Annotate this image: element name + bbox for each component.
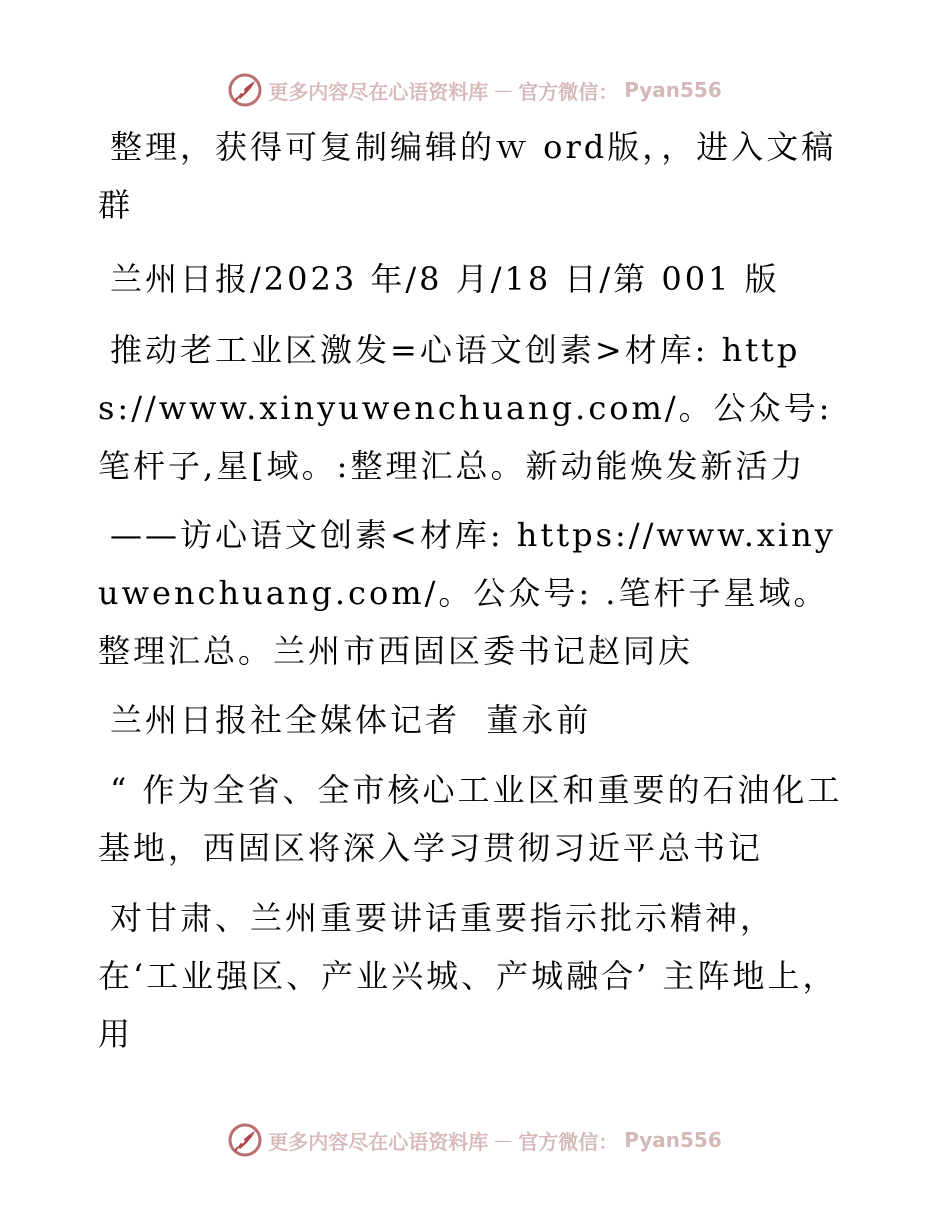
paragraph-byline: 兰州日报社全媒体记者 董永前 — [110, 701, 592, 739]
paragraph-source: 兰州日报/2023 年/8 月/18 日/第 001 版 — [110, 260, 780, 298]
footer-watermark — [0, 1120, 950, 1160]
paragraph-quote-continued: 对甘肃、兰州重要讲话重要指示批示精神，在‘工业强区、产业兴城、产城融合’ 主阵地上，用 — [98, 899, 838, 1053]
watermark-main-text: 更多内容尽在心语资料库 — [268, 1129, 489, 1154]
watermark-main-text: 更多内容尽在心语资料库 — [268, 79, 489, 104]
quill-logo-icon — [228, 73, 262, 107]
watermark-wechat-label: 官方微信： — [518, 79, 619, 104]
paragraph-quote-start: “ 作为全省、全市核心工业区和重要的石油化工基地，西固区将深入学习贯彻习近平总书记 — [98, 771, 843, 867]
watermark-wechat-handle: Pyan556 — [624, 78, 722, 102]
quill-logo-icon — [228, 1123, 262, 1157]
header-watermark — [0, 70, 950, 110]
watermark-dash: — — [494, 79, 513, 101]
document-body — [98, 118, 858, 1063]
watermark-dash: — — [494, 1129, 513, 1151]
watermark-wechat-label: 官方微信： — [518, 1129, 619, 1154]
paragraph-headline: 推动老工业区激发=心语文创素>材库: https://www.xinyuwenchuang.com/。公众号: 笔杆子,星[域。:整理汇总。新动能焕发新活力 — [98, 331, 846, 485]
paragraph-intro: 整理，获得可复制编辑的ｗ ord版，，进入文稿群 — [98, 128, 837, 224]
paragraph-subheadline: ——访心语文创素<材库: https://www.xinyuwenchuang.com/。公众号: .笔杆子星域。整理汇总。兰州市西固区委书记赵同庆 — [98, 516, 836, 670]
watermark-wechat-handle: Pyan556 — [624, 1128, 722, 1152]
